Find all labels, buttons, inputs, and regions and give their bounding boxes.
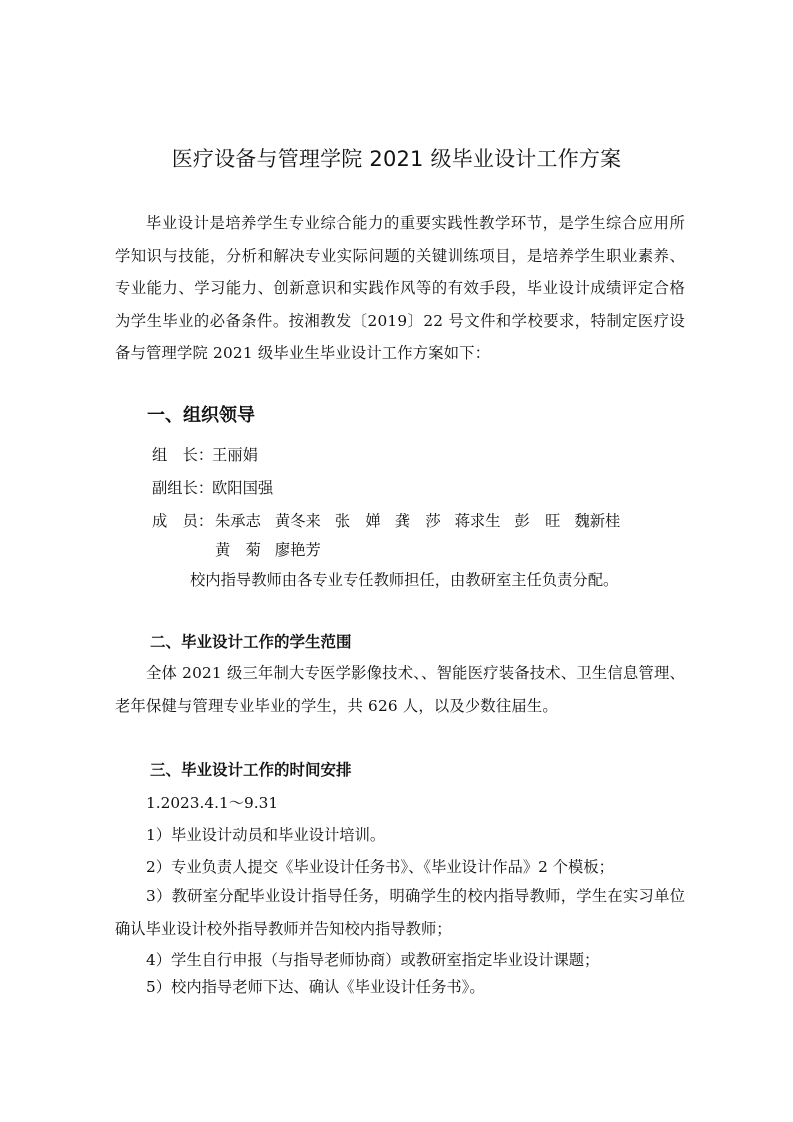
- section-heading-schedule: 三、毕业设计工作的时间安排: [150, 761, 352, 779]
- member-name: 廖艳芳: [274, 541, 321, 559]
- deputy-label: 副组长：: [152, 479, 214, 497]
- leader-name: 王丽娟: [212, 446, 258, 464]
- member-name: 张 婵: [334, 512, 381, 530]
- member-name: 朱承志: [215, 512, 261, 530]
- schedule-item: 1）毕业设计动员和毕业设计培训。: [146, 826, 386, 844]
- deputy-name: 欧阳国强: [212, 479, 274, 497]
- members-row: [152, 509, 212, 533]
- schedule-item: 4）学生自行申报（与指导老师协商）或教研室指定毕业设计课题；: [146, 951, 600, 969]
- leader-label: 组 长：: [152, 446, 214, 464]
- members-line-1: [215, 509, 634, 533]
- member-name: 魏新桂: [574, 512, 621, 530]
- schedule-item: 3）教研室分配毕业设计指导任务，明确学生的校内指导教师，学生在实习单位确认毕业设计校外指导教师并告知校内指导教师；: [115, 887, 685, 938]
- schedule-item: 5）校内指导老师下达、确认《毕业设计任务书》。: [146, 978, 485, 996]
- member-name: 蒋求生: [454, 512, 501, 530]
- member-name: 黄 菊: [215, 541, 261, 559]
- deputy-row: [152, 476, 273, 500]
- intro-paragraph: [115, 207, 685, 370]
- scope-text: 全体 2021 级三年制大专医学影像技术、、智能医疗装备技术、卫生信息管理、老年保健与管理专业毕业的学生，共 626 人，以及少数往届生。: [115, 664, 685, 715]
- member-name: 黄冬来: [274, 512, 321, 530]
- section-heading-organization: 一、组织领导: [147, 405, 255, 426]
- member-name: 龚 莎: [394, 512, 441, 530]
- schedule-period: 1.2023.4.1～9.31: [146, 794, 279, 812]
- schedule-item: 2）专业负责人提交《毕业设计任务书》、《毕业设计作品》2 个模板；: [146, 858, 614, 876]
- leader-row: [152, 443, 258, 467]
- intro-text: 毕业设计是培养学生专业综合能力的重要实践性教学环节，是学生综合应用所学知识与技能，分析和解决专业实际问题的关键训练项目，是培养学生职业素养、专业能力、学习能力、创新意识和实践作风等的有效手段，毕业设计成绩评定合格为学生毕业的必备条件。按湘教发〔2019〕22 号文件和学校要求，特制定医疗设备与管理学院 2021 级毕业生毕业设计工作方案如下：: [115, 214, 685, 362]
- page-title: 医疗设备与管理学院 2021 级毕业设计工作方案: [171, 147, 622, 171]
- member-name: 彭 旺: [514, 512, 561, 530]
- scope-paragraph: [115, 657, 685, 722]
- members-label: 成 员：: [152, 512, 214, 530]
- members-line-2: [215, 538, 335, 562]
- section-heading-scope: 二、毕业设计工作的学生范围: [150, 633, 352, 651]
- schedule-item-wrapped: [115, 880, 685, 945]
- advisor-note: 校内指导教师由各专业专任教师担任，由教研室主任负责分配。: [190, 571, 619, 589]
